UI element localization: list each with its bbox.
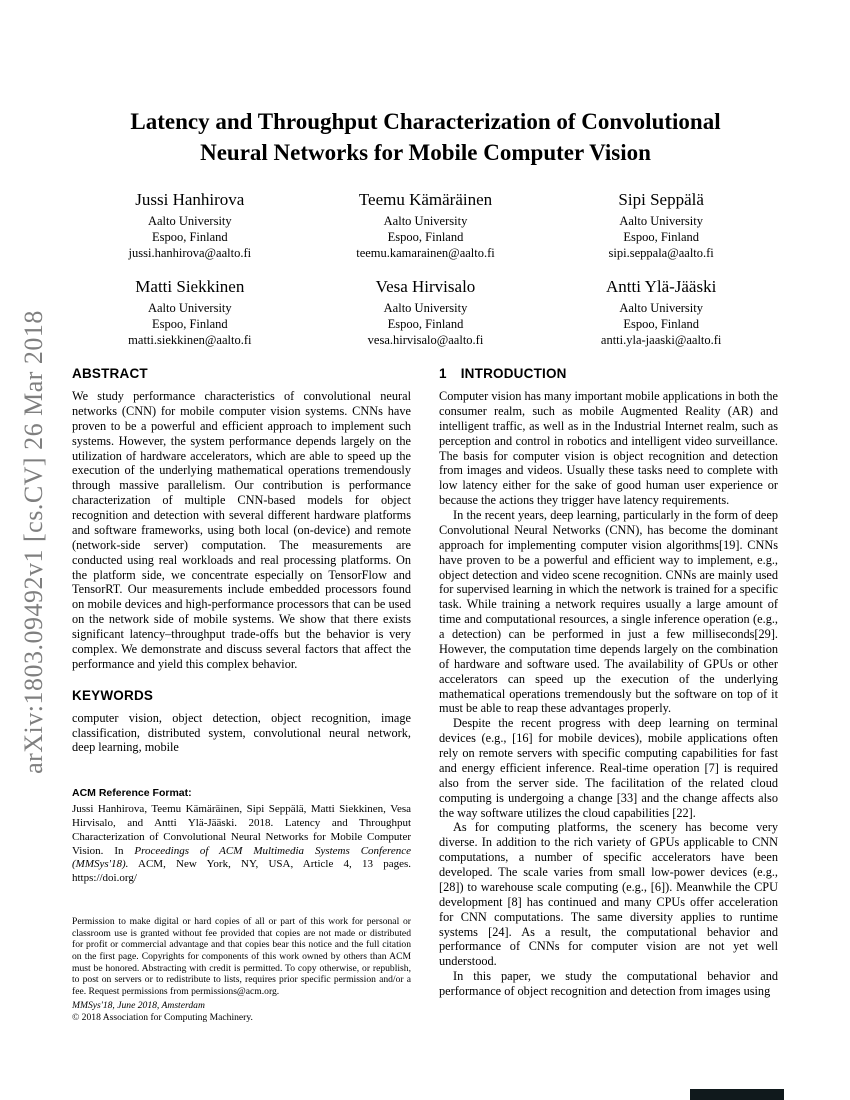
authors-grid bbox=[72, 190, 779, 348]
author-affiliation: Aalto University bbox=[619, 301, 703, 316]
permission-block bbox=[72, 916, 411, 1024]
author-block bbox=[72, 277, 308, 348]
author-affiliation: Aalto University bbox=[147, 301, 232, 316]
acm-reference-heading: ACM Reference Format: bbox=[72, 787, 192, 800]
author-location: Espoo, Finland bbox=[623, 230, 700, 245]
introduction-heading bbox=[439, 366, 778, 381]
author-email: vesa.hirvisalo@aalto.fi bbox=[367, 333, 484, 348]
arxiv-watermark: arXiv:1803.09492v1 [cs.CV] 26 Mar 2018 bbox=[19, 310, 48, 774]
author-name: Matti Siekkinen bbox=[135, 277, 245, 297]
author-affiliation: Aalto University bbox=[383, 301, 468, 316]
author-location: Espoo, Finland bbox=[623, 317, 700, 332]
next-page-figure-edge bbox=[690, 1089, 784, 1100]
intro-paragraph: As for computing platforms, the scenery has become very diverse. In addition to the rich variety of GPUs applicable to CNN computations, a number of specific accelerators have been developed. The scale varies from small low-power devices (e.g., [28]) to warehouse scale computing (e.g., [6]). Meanwhile the CPU development [8] has continued and many CPUs offer acceleration for CNN computations. The same diversity applies to runtime systems [24]. As a result, the computational behavior and performance of CNNs for computer vision are not yet well understood. bbox=[439, 820, 778, 969]
author-block bbox=[543, 277, 779, 348]
author-affiliation: Aalto University bbox=[383, 214, 468, 229]
acm-reference-authors: Jussi Hanhirova, Teemu Kämäräinen, Sipi Seppälä, Matti Siekkinen, Vesa Hirvisalo, and Antti Ylä-Jääski. 2018. Latency and Throughput Characterization of Convolutional Neural Networks for Mobile Computer Vision. In bbox=[72, 803, 411, 857]
intro-paragraph: In this paper, we study the computational behavior and performance of object recognition and detection from images using bbox=[439, 969, 778, 999]
author-location: Espoo, Finland bbox=[151, 230, 228, 245]
author-location: Espoo, Finland bbox=[387, 230, 464, 245]
paper-content bbox=[72, 106, 779, 1024]
author-block bbox=[543, 190, 779, 261]
author-name: Teemu Kämäräinen bbox=[358, 190, 493, 210]
author-affiliation: Aalto University bbox=[147, 214, 232, 229]
author-name: Vesa Hirvisalo bbox=[375, 277, 476, 297]
keywords-heading: KEYWORDS bbox=[72, 687, 154, 703]
abstract-heading: ABSTRACT bbox=[72, 366, 148, 382]
author-location: Espoo, Finland bbox=[387, 317, 464, 332]
acm-reference-publisher: ACM, New York, NY, USA, Article 4, 13 pages. https://doi.org/ bbox=[72, 858, 411, 885]
permission-text: Permission to make digital or hard copies of all or part of this work for personal or classroom use is granted without fee provided that copies are not made or distributed for profit or commercial advantage and that copies bear this notice and the full citation on the first page. Copyrights for components of this work owned by others than ACM must be honored. Abstracting with credit is permitted. To copy otherwise, or republish, to post on servers or to redistribute to lists, requires prior specific permission and/or a fee. Request permissions from permissions@acm.org. bbox=[72, 915, 411, 998]
keywords-text: computer vision, object detection, object recognition, image classification, distributed system, convolutional neural network, deep learning, mobile bbox=[72, 710, 411, 755]
two-column-body bbox=[72, 366, 779, 1024]
author-name: Jussi Hanhirova bbox=[135, 190, 245, 210]
permission-venue: MMSys'18, June 2018, Amsterdam bbox=[72, 999, 205, 1011]
author-email: antti.yla-jaaski@aalto.fi bbox=[600, 333, 722, 348]
author-block bbox=[308, 277, 544, 348]
acm-reference-text bbox=[72, 803, 411, 886]
author-email: sipi.seppala@aalto.fi bbox=[608, 246, 714, 261]
section-title: INTRODUCTION bbox=[460, 366, 567, 382]
acm-reference-venue: Proceedings of ACM Multimedia Systems Conference (MMSys'18). bbox=[72, 844, 411, 871]
author-block bbox=[72, 190, 308, 261]
intro-paragraph: In the recent years, deep learning, particularly in the form of deep Convolutional Neural Networks (CNN), has become the dominant approach for implementing computer vision algorithms[19]. CNNs have proven to be a powerful and efficient way to implement, e.g., object detection and video scene recognition. CNNs are mainly used for supervised learning in which the network is trained for a specific task. While training a network requires usually a large amount of time and computational resources, a single inference operation (e.g., a detection) can be performed in just a few milliseconds[29]. However, the computation time depends largely on the combination of hardware and software used. The availability of GPUs or other accelerators can speed up the execution of the underlying mathematical operations tremendously but the software on top of it must be able to reap these advantages properly. bbox=[439, 508, 778, 716]
right-column bbox=[439, 366, 778, 999]
intro-paragraph: Despite the recent progress with deep learning on terminal devices (e.g., [16] for mobile devices), mobile applications often rely on remote servers with specific computing capabilities for fast and energy efficient inference. Real-time operation [7] is required also from the server side. The facilitation of the related cloud computing is undergoing a change [33] and the change affects also the way software utilizes the cloud capabilities [22]. bbox=[439, 716, 778, 820]
author-affiliation: Aalto University bbox=[619, 214, 703, 229]
author-email: matti.siekkinen@aalto.fi bbox=[128, 333, 252, 348]
abstract-text: We study performance characteristics of convolutional neural networks (CNN) for mobile computer vision systems. CNNs have proven to be a powerful and efficient approach to implement such systems. However, the system performance depends largely on the utilization of hardware accelerators, which are able to speed up the execution of the underlying mathematical operations tremendously through massive parallelism. Our contribution is performance characterization of multiple CNN-based models for object recognition and detection with several different hardware platforms and software frameworks, using both local (on-device) and remote (network-side server) computation. The measurements are conducted using real workloads and real processing platforms. On the platform side, we concentrate especially on TensorFlow and TensorRT. Our measurements include embedded processors found on mobile devices and high-performance processors that can be used on the network side of mobile systems. We show that there exists significant latency–throughput trade-offs but the behavior is very complex. We demonstrate and discuss several factors that affect the performance and yield this complex behavior. bbox=[72, 389, 411, 671]
author-block bbox=[308, 190, 544, 261]
page-title: Latency and Throughput Characterization of Convolutional Neural Networks for Mobile Computer Vision bbox=[130, 109, 721, 166]
author-name: Sipi Seppälä bbox=[618, 190, 704, 210]
author-email: jussi.hanhirova@aalto.fi bbox=[128, 246, 252, 261]
permission-copyright: © 2018 Association for Computing Machinery. bbox=[72, 1012, 253, 1024]
section-number: 1 bbox=[439, 366, 447, 382]
author-email: teemu.kamarainen@aalto.fi bbox=[356, 246, 495, 261]
intro-paragraph: Computer vision has many important mobile applications in both the consumer realm, such as mobile Augmented Reality (AR) and intelligent traffic, as well as in the Industrial Internet realm, such as perception and control in robotics and intelligent video surveillance. The basis for computer vision is object recognition and detection from images and videos. Usually these tasks need to complete with low latency either for the sake of good human user experience or because the actions they trigger have latency requirements. bbox=[439, 389, 778, 508]
author-name: Antti Ylä-Jääski bbox=[606, 277, 717, 297]
left-column bbox=[72, 366, 411, 1024]
author-location: Espoo, Finland bbox=[151, 317, 228, 332]
